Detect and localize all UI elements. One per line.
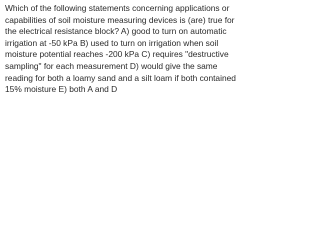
- question-line: irrigation at -50 kPa B) used to turn on irrigation when soil: [5, 37, 219, 48]
- question-text: [5, 3, 236, 96]
- question-line: capabilities of soil moisture measuring devices is (are) true for: [5, 14, 235, 25]
- question-card: [0, 0, 236, 95]
- question-line: 15% moisture E) both A and D: [5, 84, 118, 95]
- question-line: reading for both a loamy sand and a silt loam if both contained: [5, 72, 236, 83]
- question-line: sampling" for each measurement D) would give the same: [5, 60, 218, 71]
- question-line: Which of the following statements concerning applications or: [5, 3, 230, 13]
- question-line: moisture potential reaches -200 kPa C) requires "destructive: [5, 49, 229, 60]
- question-line: the electrical resistance block? A) good to turn on automatic: [5, 26, 227, 37]
